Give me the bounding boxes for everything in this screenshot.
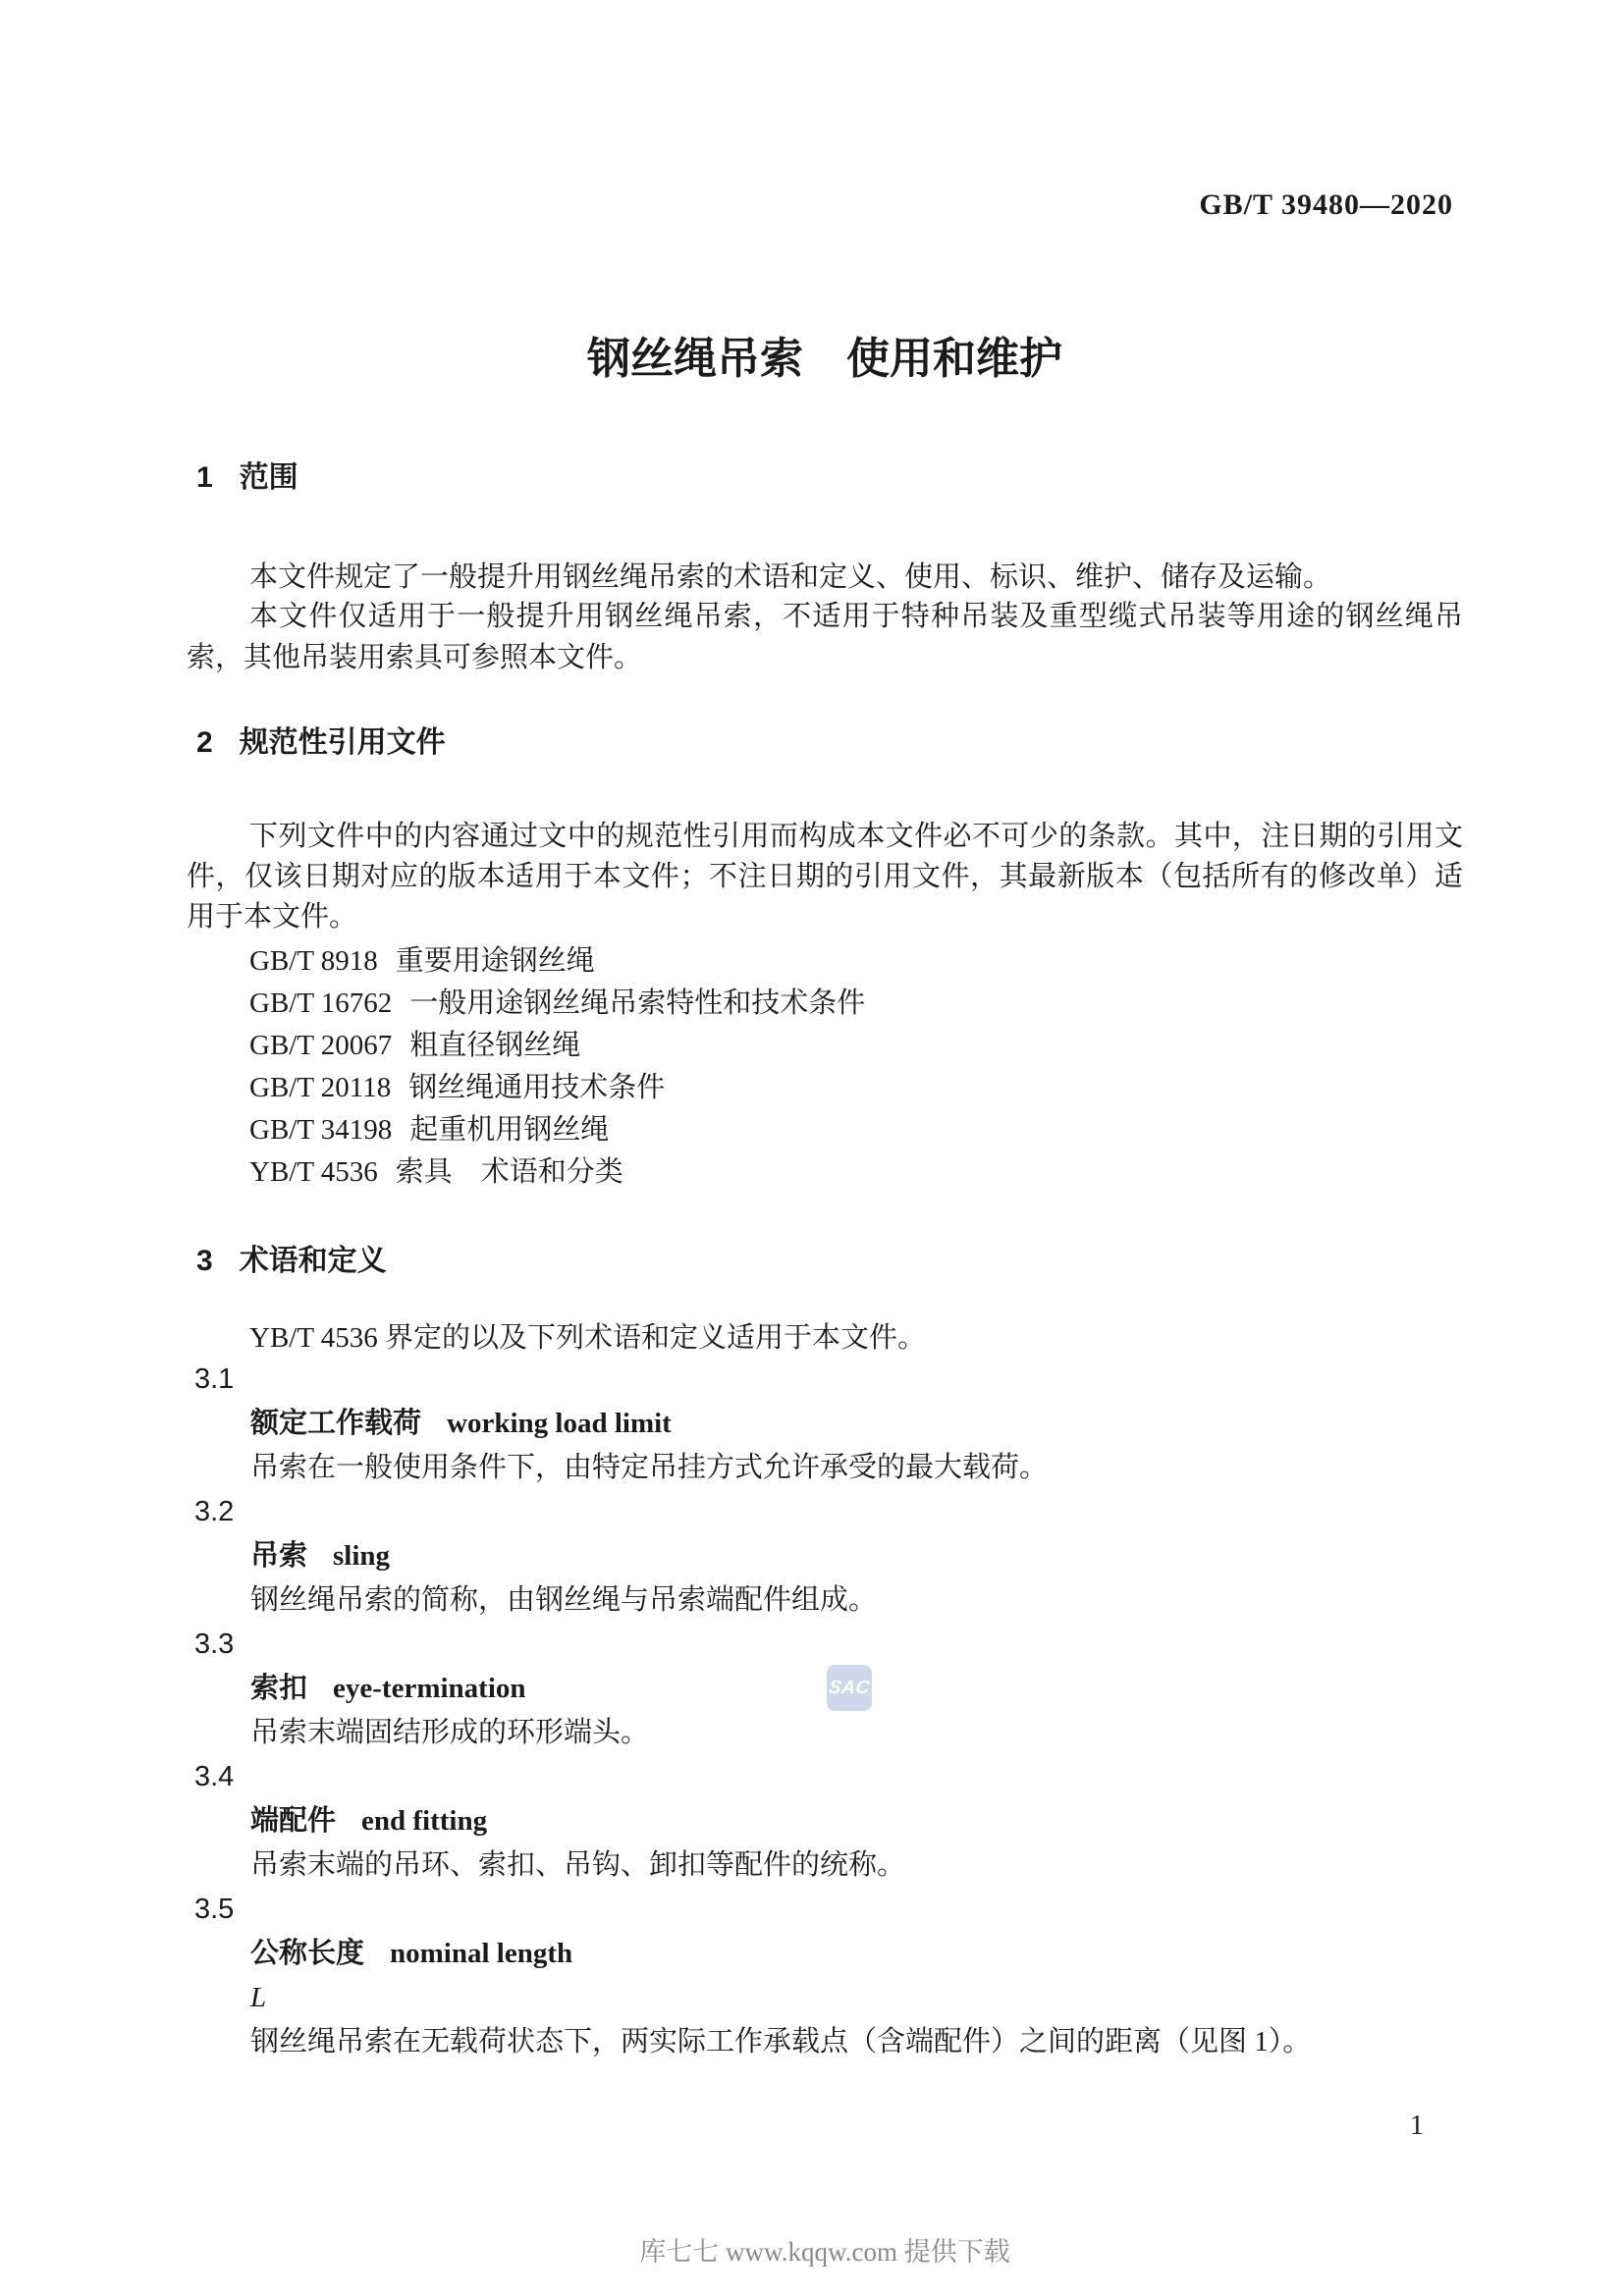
reference-title: 钢丝绳通用技术条件 xyxy=(408,1072,666,1103)
term-name-cn: 吊索 xyxy=(250,1540,308,1572)
term-name-cn: 公称长度 xyxy=(250,1938,365,1969)
scope-paragraph-1: 本文件规定了一般提升用钢丝绳吊索的术语和定义、使用、标识、维护、储存及运输。 xyxy=(249,561,1332,593)
reference-item xyxy=(249,1025,865,1067)
term-name-en: end fitting xyxy=(361,1805,488,1837)
reference-code: GB/T 34198 xyxy=(249,1114,393,1146)
reference-code: GB/T 8918 xyxy=(249,945,378,977)
reference-code: YB/T 4536 xyxy=(249,1156,378,1188)
reference-title: 一般用途钢丝绳吊索特性和技术条件 xyxy=(409,988,866,1019)
term-name-line xyxy=(187,1667,1463,1711)
term-name-cn: 额定工作载荷 xyxy=(250,1408,422,1439)
term-name-en: working load limit xyxy=(447,1408,672,1439)
term-name-en: nominal length xyxy=(390,1938,573,1969)
term-symbol: L xyxy=(250,1982,267,2013)
terms-list xyxy=(187,1358,1463,2064)
clause-number: 3.1 xyxy=(194,1363,235,1395)
section-3-heading-text: 术语和定义 xyxy=(239,1245,387,1277)
terms-intro: YB/T 4536 界定的以及下列术语和定义适用于本文件。 xyxy=(249,1322,927,1354)
term-definition: 吊索末端的吊环、索扣、吊钩、卸扣等配件的统称。 xyxy=(250,1849,906,1881)
clause-number: 3.5 xyxy=(194,1894,235,1925)
document-title-part1: 钢丝绳吊索 xyxy=(587,335,803,383)
sac-logo-text: SAC xyxy=(827,1677,872,1698)
clause-number: 3.3 xyxy=(194,1629,235,1660)
term-name-cn: 端配件 xyxy=(250,1805,337,1837)
section-3-heading xyxy=(187,1245,1463,1278)
term-name-en: sling xyxy=(333,1540,391,1572)
term-definition: 吊索在一般使用条件下，由特定吊挂方式允许承受的最大载荷。 xyxy=(250,1452,1049,1483)
page-number: 1 xyxy=(1410,2110,1424,2141)
standard-number: GB/T 39480—2020 xyxy=(1199,188,1453,221)
section-2-heading-text: 规范性引用文件 xyxy=(239,726,446,759)
document-title-part2: 使用和维护 xyxy=(846,335,1062,383)
term-name-cn: 索扣 xyxy=(250,1673,308,1704)
normative-references-intro: 下列文件中的内容通过文中的规范性引用而构成本文件必不可少的条款。其中，注日期的引用文件，仅该日期对应的版本适用于本文件；不注日期的引用文件，其最新版本（包括所有的修改单）适用于本文件。 xyxy=(187,821,1463,933)
term-name-line xyxy=(187,1402,1463,1446)
scope-paragraph-2: 本文件仅适用于一般提升用钢丝绳吊索，不适用于特种吊装及重型缆式吊装等用途的钢丝绳吊索，其他吊装用索具可参照本文件。 xyxy=(187,601,1463,673)
reference-code: GB/T 16762 xyxy=(249,988,393,1019)
term-definition: 吊索末端固结形成的环形端头。 xyxy=(250,1717,650,1748)
reference-item xyxy=(249,983,865,1025)
reference-item xyxy=(249,940,865,983)
reference-list xyxy=(249,940,865,1194)
section-3-number: 3 xyxy=(196,1245,213,1277)
reference-code: GB/T 20118 xyxy=(249,1072,392,1103)
clause-number: 3.2 xyxy=(194,1496,235,1527)
reference-code: GB/T 20067 xyxy=(249,1030,393,1061)
reference-title: 起重机用钢丝绳 xyxy=(409,1114,610,1146)
reference-title: 重要用途钢丝绳 xyxy=(395,945,595,977)
term-name-en: eye-termination xyxy=(333,1673,526,1704)
section-1-number: 1 xyxy=(196,461,213,494)
reference-title: 索具 术语和分类 xyxy=(395,1156,623,1188)
term-name-line xyxy=(187,1534,1463,1578)
reference-item xyxy=(249,1151,865,1194)
section-1-heading xyxy=(187,461,1463,495)
document-title xyxy=(187,334,1463,385)
section-1-heading-text: 范围 xyxy=(239,461,298,494)
term-definition: 钢丝绳吊索的简称，由钢丝绳与吊索端配件组成。 xyxy=(250,1584,878,1616)
term-definition: 钢丝绳吊索在无载荷状态下，两实际工作承载点（含端配件）之间的距离（见图 1）。 xyxy=(250,2026,1312,2057)
section-2-number: 2 xyxy=(196,726,213,759)
term-name-line xyxy=(187,1932,1463,1976)
section-2-heading xyxy=(187,726,1463,760)
clause-number: 3.4 xyxy=(194,1761,235,1792)
reference-title: 粗直径钢丝绳 xyxy=(409,1030,581,1061)
reference-item xyxy=(249,1067,865,1109)
reference-item xyxy=(249,1109,865,1151)
download-watermark: 库七七 www.kqqw.com 提供下载 xyxy=(639,2237,1010,2267)
sac-watermark-logo xyxy=(827,1665,872,1711)
term-name-line xyxy=(187,1799,1463,1843)
